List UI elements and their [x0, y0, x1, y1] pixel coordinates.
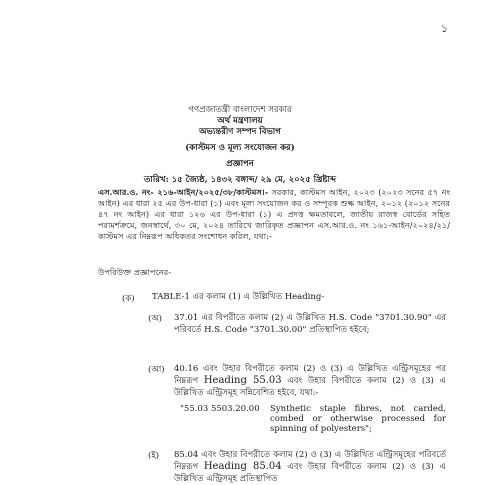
intro-line: উপরিউক্ত প্রজ্ঞাপনের- [98, 267, 172, 277]
main-paragraph [98, 187, 450, 242]
page-number: ১ [440, 22, 448, 35]
item-i-heading: Heading 85.04 [203, 461, 282, 472]
sro-reference: এস.আর.ও. নং- ২১৬-আইন/২০২৫/৩৮/কাস্টমস।- [98, 187, 269, 197]
item-aa-marker: (আ) [148, 365, 165, 375]
header-section: (কাস্টমস ও মূল্য সংযোজন কর) [185, 143, 295, 153]
item-aa-text-after: এবং উহার বিপরীতে কলাম (2) ও (3) এ উল্লিখিত এন্ট্রিসমূহ সন্নিবেশিত হইবে, যথা:- [174, 376, 446, 398]
header-ministry: অর্থ মন্ত্রণালয় [217, 116, 263, 126]
quote-hs-code: "55.03 5503.20.00 [180, 404, 260, 414]
header-date: তারিখ: ১৫ জ্যৈষ্ঠ, ১৪৩২ বঙ্গাব্দ/ ২৯ মে, ২০২৫ খ্রিষ্টাব্দ [144, 175, 336, 185]
item-i-text-before: 85.04 এবং উহার বিপরীতে কলাম (2) ও (3) এ উল্লিখিত এন্ট্রিসমূহের পরিবর্তে নিম্নরূপ [174, 450, 446, 472]
item-aa-text [174, 363, 446, 399]
item-i-text-after: এবং উহার বিপরীতে কলাম (2) ও (3) এ উল্লিখিত এন্ট্রিসমূহ প্রতিস্থাপিত [174, 462, 446, 484]
item-aa-heading: Heading 55.03 [203, 375, 282, 386]
header-government: গণপ্রজাতন্ত্রী বাংলাদেশ সরকার [188, 105, 292, 115]
item-aa-text-before: 40.16 এবং উহার বিপরীতে কলাম (2) ও (3) এ উল্লিখিত এন্ট্রিসমূহের পর নিম্নরূপ [174, 364, 446, 386]
header-notification-title: প্রজ্ঞাপন [226, 159, 254, 169]
paragraph-text: সরকার, কাস্টমস আইন, ২০২৩ (২০২৩ সনের ৫৭ নং আইন) এর ধারা ২৫ এর উপ-ধারা (১) এবং মূল্য সংযোজন কর ও সম্পূরক শুল্ক আইন, ২০১২ (২০১২ সনের ৪৭ নং আইন) এর ধারা ১২৬ এর উপ-ধারা (১) এ প্রদত্ত ক্ষমতাবলে, জাতীয় রাজস্ব বোর্ডের সহিত পরামর্শক্রমে, জনস্বার্থে, ৩০ মে, ২০২৪ তারিখে জারিকৃত প্রজ্ঞাপন এস.আর.ও. নং ১৬১-আইন/২০২৪/২১/কাস্টমস এর নিম্নরূপ অধিকতর সংশোধন করিল, যথা:- [98, 187, 450, 241]
item-a-text: 37.01 এর বিপরীতে কলাম (2) এ উল্লিখিত H.S. Code "3701.30.90" এর পরিবর্তে H.S. Code "3701.30.00" প্রতিস্থাপিত হইবে; [174, 313, 446, 335]
item-ka-marker: (ক) [122, 294, 135, 304]
item-ka-heading: TABLE-1 এর কলাম (1) এ উল্লিখিত Heading- [152, 292, 325, 302]
item-i-marker: (ই) [148, 451, 160, 461]
header-division: অভ্যন্তরীণ সম্পদ বিভাগ [199, 127, 281, 137]
quote-description: Synthetic staple fibres, not carded, combed or otherwise processed for spinning of polyesters"; [270, 404, 446, 434]
item-a-marker: (অ) [148, 314, 162, 324]
